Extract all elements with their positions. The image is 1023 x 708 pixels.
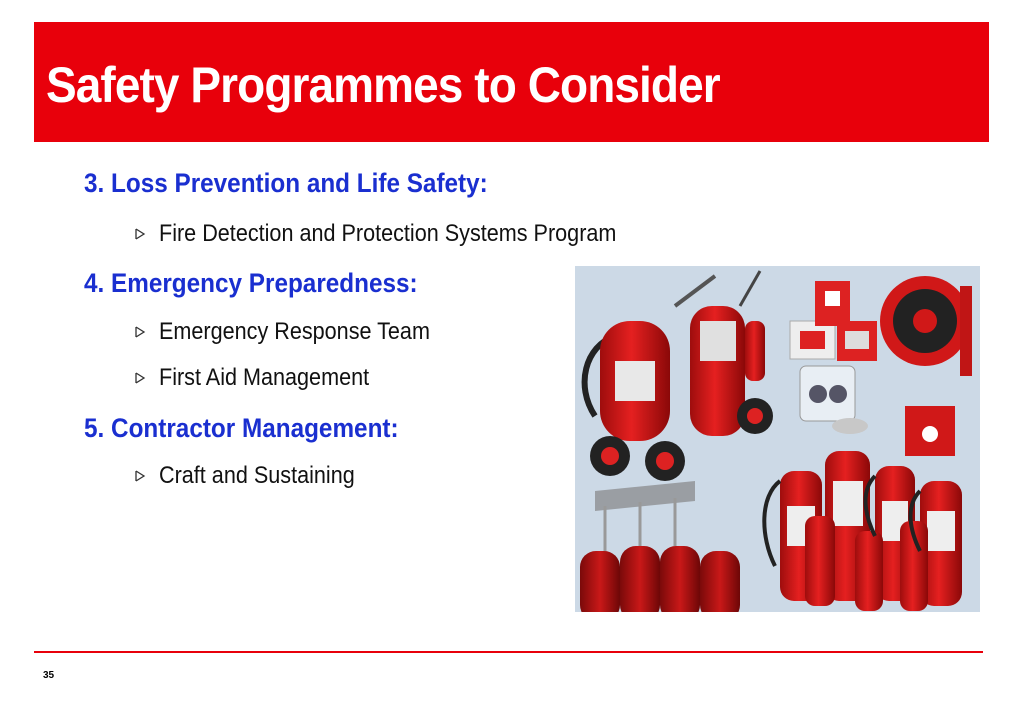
section-heading-emergency: 4. Emergency Preparedness: bbox=[84, 268, 418, 298]
arrow-bullet-icon bbox=[133, 325, 147, 339]
fire-equipment-photo bbox=[575, 266, 980, 612]
bullet-item bbox=[133, 318, 460, 346]
section-heading-loss-prevention: 3. Loss Prevention and Life Safety: bbox=[84, 168, 488, 198]
bullet-item bbox=[133, 220, 667, 248]
section-heading-contractor: 5. Contractor Management: bbox=[84, 413, 399, 443]
bullet-text: Craft and Sustaining bbox=[159, 462, 355, 489]
fire-extinguishers-and-equipment-image bbox=[575, 266, 980, 612]
arrow-bullet-icon bbox=[133, 227, 147, 241]
bullet-text: First Aid Management bbox=[159, 364, 370, 391]
slide-title: Safety Programmes to Consider bbox=[46, 57, 720, 113]
bullet-text: Fire Detection and Protection Systems Program bbox=[159, 220, 617, 247]
page-number: 35 bbox=[43, 670, 55, 681]
bullet-item bbox=[133, 364, 392, 392]
bullet-text: Emergency Response Team bbox=[159, 318, 430, 345]
arrow-bullet-icon bbox=[133, 371, 147, 385]
footer-divider bbox=[34, 651, 983, 653]
bullet-item bbox=[133, 462, 376, 490]
arrow-bullet-icon bbox=[133, 469, 147, 483]
